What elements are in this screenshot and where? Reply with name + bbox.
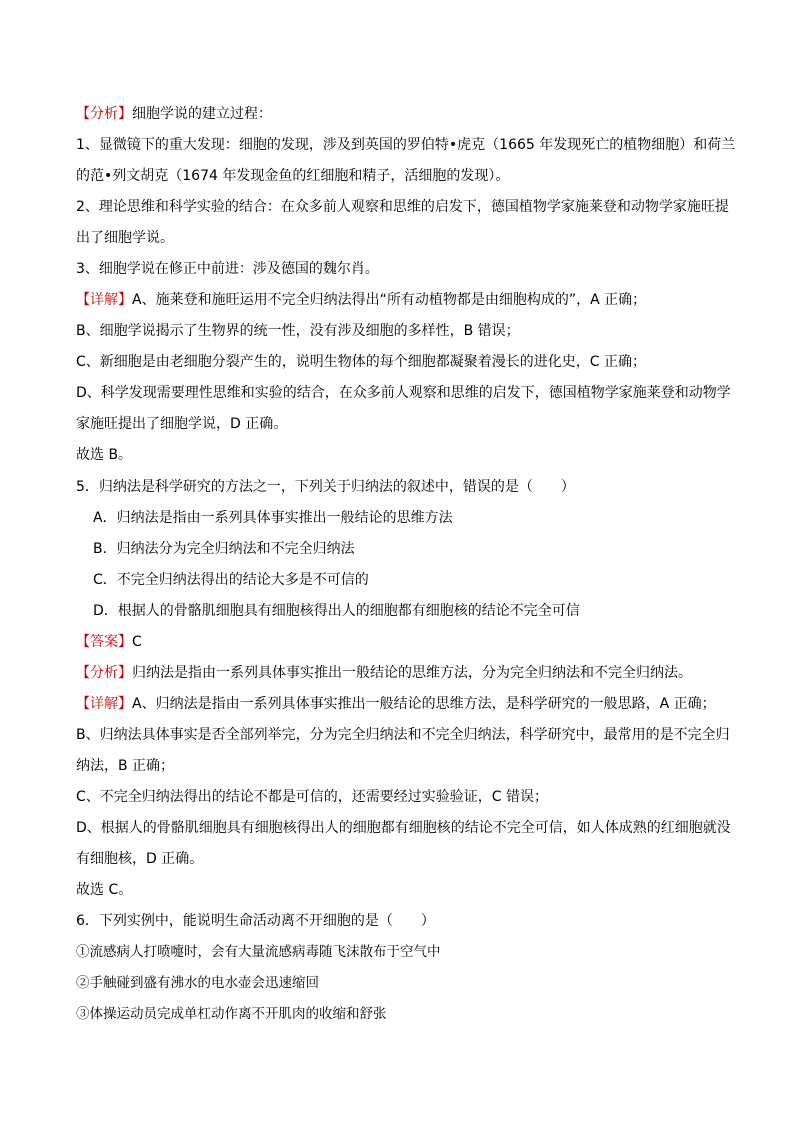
q4-analysis-line-5: 3、细胞学说在修正中前进：涉及德国的魏尔肖。 (76, 261, 379, 277)
q4-analysis-line-4: 出了细胞学说。 (76, 230, 174, 246)
q5-option-a: A．归纳法是指由一系列具体事实推出一般结论的思维方法 (93, 510, 453, 526)
q5-stem: 5．归纳法是科学研究的方法之一，下列关于归纳法的叙述中，错误的是（ ） (76, 479, 575, 495)
analysis-text: 归纳法是指由一系列具体事实推出一般结论的思维方法，分为完全归纳法和不完全归纳法。 (132, 665, 692, 681)
q5-option-c: C．不完全归纳法得出的结论大多是不可信的 (93, 572, 369, 588)
q6-item-1: ①流感病人打喷嚏时，会有大量流感病毒随飞沫散布于空气中 (76, 944, 441, 960)
detail-tag: 【详解】 (76, 696, 132, 712)
q6-item-3: ③体操运动员完成单杠动作离不开肌肉的收缩和舒张 (76, 1006, 387, 1022)
q5-detail-d-line-1: D、根据人的骨骼肌细胞具有细胞核得出人的细胞都有细胞核的结论不完全可信，如人体成熟的红细胞就没 (76, 820, 731, 836)
q5-analysis (76, 663, 726, 683)
q5-detail-d-line-2: 有细胞核，D 正确。 (76, 851, 204, 867)
q5-detail-b-line-2: 纳法，B 正确； (76, 758, 175, 774)
detail-text: A、施莱登和施旺运用不完全归纳法得出“所有动植物都是由细胞构成的”，A 正确； (132, 292, 647, 308)
q4-choice: 故选 B。 (76, 447, 133, 463)
q4-detail-a (76, 290, 726, 310)
q4-detail-b: B、细胞学说揭示了生物界的统一性，没有涉及细胞的多样性，B 错误； (76, 323, 520, 339)
q5-option-b: B．归纳法分为完全归纳法和不完全归纳法 (93, 541, 355, 557)
q4-detail-d-line-2: 家施旺提出了细胞学说，D 正确。 (76, 416, 288, 432)
analysis-tag: 【分析】 (76, 665, 132, 681)
q5-detail-c: C、不完全归纳法得出的结论不都是可信的，还需要经过实验验证，C 错误； (76, 789, 548, 805)
detail-text: A、归纳法是指由一系列具体事实推出一般结论的思维方法，是科学研究的一般思路，A 正确； (132, 696, 716, 712)
q5-detail-a (76, 694, 726, 714)
q4-detail-d-line-1: D、科学发现需要理性思维和实验的结合，在众多前人观察和思维的启发下，德国植物学家施莱登和动物学 (76, 385, 731, 401)
q4-analysis-line-1: 1、显微镜下的重大发现：细胞的发现，涉及到英国的罗伯特•虎克（1665 年发现死亡的植物细胞）和荷兰 (76, 137, 736, 153)
q4-analysis-line-3: 2、理论思维和科学实验的结合：在众多前人观察和思维的启发下，德国植物学家施莱登和动物学家施旺提 (76, 199, 729, 215)
q4-analysis-heading (76, 104, 726, 124)
q5-choice: 故选 C。 (76, 882, 133, 898)
q4-detail-c: C、新细胞是由老细胞分裂产生的，说明生物体的每个细胞都凝聚着漫长的进化史，C 正确； (76, 354, 646, 370)
q6-item-2: ②手触碰到盛有沸水的电水壶会迅速缩回 (76, 975, 319, 991)
q5-answer (76, 632, 726, 652)
answer-tag: 【答案】 (76, 634, 132, 650)
analysis-text: 细胞学说的建立过程： (132, 106, 272, 122)
answer-value: C (132, 634, 142, 650)
q5-option-d: D．根据人的骨骼肌细胞具有细胞核得出人的细胞都有细胞核的结论不完全可信 (93, 603, 580, 619)
analysis-tag: 【分析】 (76, 106, 132, 122)
detail-tag: 【详解】 (76, 292, 132, 308)
q5-detail-b-line-1: B、归纳法具体事实是否全部列举完，分为完全归纳法和不完全归纳法，科学研究中，最常用的是不完全归 (76, 727, 730, 743)
q4-analysis-line-2: 的范•列文胡克（1674 年发现金鱼的红细胞和精子，活细胞的发现）。 (76, 168, 510, 184)
q6-stem: 6．下列实例中，能说明生命活动离不开细胞的是（ ） (76, 913, 435, 929)
